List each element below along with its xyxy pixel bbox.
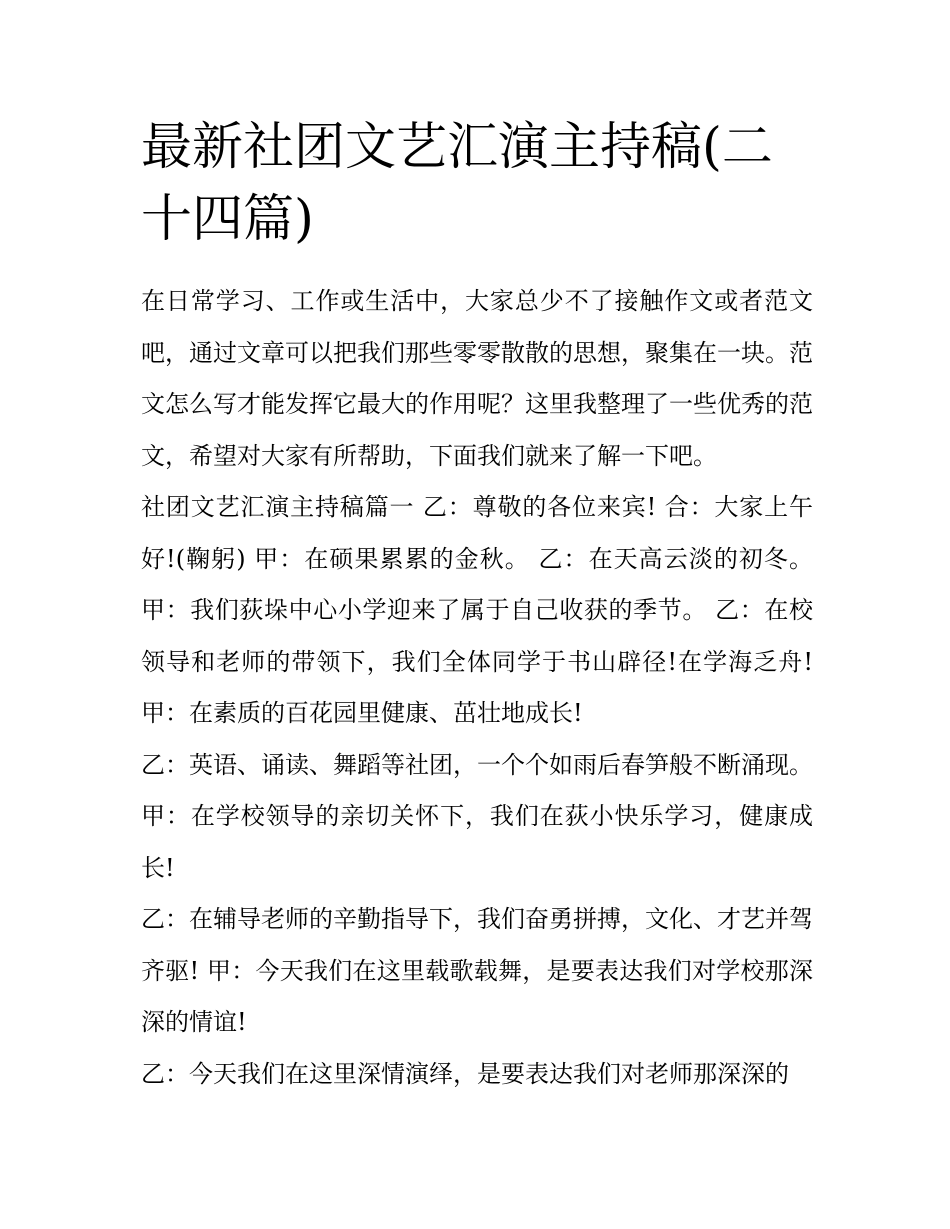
- document-title: 最新社团文艺汇演主持稿(二十四篇): [141, 118, 773, 249]
- paragraph-4: 乙：今天我们在这里深情演绎，是要表达我们对老师那深深的: [141, 1059, 789, 1088]
- paragraph-intro: 在日常学习、工作或生活中，大家总少不了接触作文或者范文吧，通过文章可以把我们那些零零散散的思想，聚集在一块。范文怎么写才能发挥它最大的作用呢？这里我整理了一些优秀的范文，希望对大家有所帮助，下面我们就来了解一下吧。: [141, 287, 813, 470]
- document-content: [141, 112, 813, 1100]
- document-body: [141, 276, 813, 1100]
- paragraph-2: 乙：英语、诵读、舞蹈等社团，一个个如雨后春笋般不断涌现。 甲：在学校领导的亲切关怀下，我们在荻小快乐学习，健康成长!: [141, 750, 813, 882]
- paragraph-1: 社团文艺汇演主持稿篇一 乙：尊敬的各位来宾! 合：大家上午好!(鞠躬) 甲：在硕果累累的金秋。 乙：在天高云淡的初冬。甲：我们荻垛中心小学迎来了属于自己收获的季节。 乙：在校领导和老师的带领下，我们全体同学于书山辟径!在学海乏舟! 甲：在素质的百花园里健康、茁壮地成长!: [141, 493, 813, 727]
- paragraph-3: 乙：在辅导老师的辛勤指导下，我们奋勇拼搏，文化、才艺并驾齐驱! 甲：今天我们在这里载歌载舞，是要表达我们对学校那深深的情谊!: [141, 905, 813, 1036]
